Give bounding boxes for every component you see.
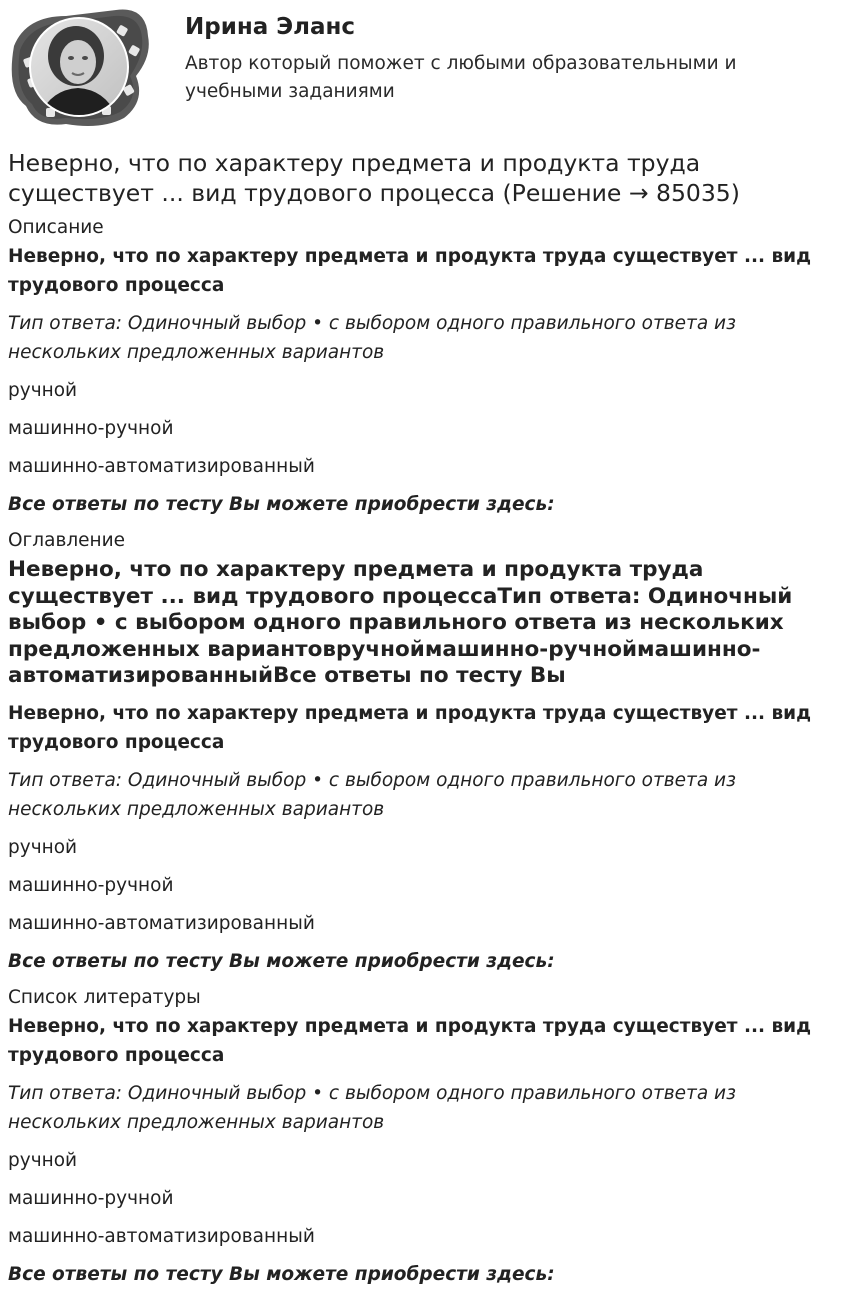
answer-option: машинно-автоматизированный xyxy=(8,912,315,934)
page-title: Неверно, что по характеру предмета и продукта труда существует ... вид трудового процесса (Решение → 85035) xyxy=(8,149,740,207)
description-section xyxy=(8,214,840,519)
author-name[interactable]: Ирина Эланс xyxy=(185,14,356,40)
author-description: Автор который поможет с любыми образовательными и учебными заданиями xyxy=(185,53,737,102)
answer-option: ручной xyxy=(8,1149,78,1171)
section-label-toc: Оглавление xyxy=(8,530,126,551)
answer-type: Тип ответа: Одиночный выбор • с выбором одного правильного ответа из нескольких предложенных вариантов xyxy=(8,769,736,820)
answer-type: Тип ответа: Одиночный выбор • с выбором одного правильного ответа из нескольких предложенных вариантов xyxy=(8,313,736,363)
avatar xyxy=(6,6,152,128)
question-text: Неверно, что по характеру предмета и продукта труда существует ... вид трудового процесса xyxy=(8,702,812,753)
answer-option: ручной xyxy=(8,836,78,858)
buy-answers-text: Все ответы по тесту Вы можете приобрести здесь: xyxy=(8,950,555,972)
answer-option: машинно-автоматизированный xyxy=(8,1225,315,1247)
avatar-image xyxy=(6,6,152,128)
answer-option: ручной xyxy=(8,380,78,401)
author-header xyxy=(0,0,847,135)
answer-option: машинно-ручной xyxy=(8,1187,174,1209)
answer-option: машинно-ручной xyxy=(8,418,174,439)
toc-section xyxy=(8,527,840,976)
question-text: Неверно, что по характеру предмета и продукта труда существует ... вид трудового процесса xyxy=(8,1015,812,1066)
section-label-description: Описание xyxy=(8,217,104,238)
buy-answers-text: Все ответы по тесту Вы можете приобрести здесь: xyxy=(8,1263,555,1285)
answer-option: машинно-автоматизированный xyxy=(8,456,315,477)
answer-option: машинно-ручной xyxy=(8,874,174,896)
buy-answers-text: Все ответы по тесту Вы можете приобрести здесь: xyxy=(8,494,555,515)
literature-section xyxy=(8,984,840,1289)
toc-summary: Неверно, что по характеру предмета и продукта труда существует ... вид трудового процессаТип ответа: Одиночный выбор • с выбором одного правильного ответа из нескольких предложенных вариантовручноймашинно-ручноймашинно-автоматизированныйВсе ответы по тесту Вы xyxy=(8,557,793,688)
main-content xyxy=(8,148,840,1289)
answer-type: Тип ответа: Одиночный выбор • с выбором одного правильного ответа из нескольких предложенных вариантов xyxy=(8,1082,736,1133)
question-text: Неверно, что по характеру предмета и продукта труда существует ... вид трудового процесса xyxy=(8,246,812,296)
section-label-literature: Список литературы xyxy=(8,986,201,1008)
